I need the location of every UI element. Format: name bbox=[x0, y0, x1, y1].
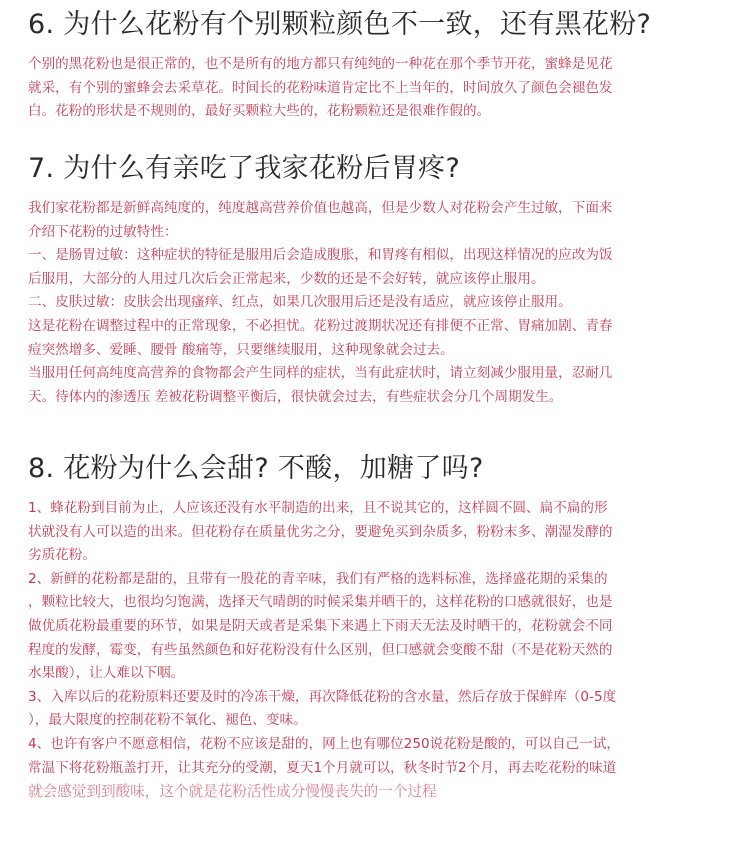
answer-line: ），最大限度的控制花粉不氧化、褪色、变味。 bbox=[28, 712, 307, 729]
answer-line: 二、皮肤过敏：皮肤会出现瘙痒、红点，如果几次服用后还是没有适应，就应该停止服用。 bbox=[28, 294, 572, 311]
answer-line: ，颗粒比较大，也很均匀饱满，选择天气晴朗的时候采集并晒干的，这样花粉的口感就很好，也是 bbox=[28, 594, 613, 611]
question-7-title: 7. 为什么有亲吃了我家花粉后胃疼? bbox=[28, 153, 461, 184]
answer-line: 个别的黑花粉也是很正常的，也不是所有的地方都只有纯纯的一种花在那个季节开花，蜜蜂是见花 bbox=[28, 56, 613, 72]
answer-line: 介绍下花粉的过敏特性： bbox=[28, 223, 178, 240]
answer-line: 天。待体内的渗透压 差被花粉调整平衡后，很快就会过去，有些症状会分几个周期发生。 bbox=[28, 388, 563, 405]
answer-6-text bbox=[28, 53, 728, 124]
answer-line: 一、是肠胃过敏：这种症状的特征是服用后会造成腹胀，和胃疼有相似，出现这样情况的应改为饭 bbox=[28, 247, 613, 264]
faq-section-8 bbox=[28, 452, 728, 804]
answer-8-text bbox=[28, 497, 728, 804]
answer-line: 痘突然增多、爱睡、腰骨 酸痛等，只要继续服用，这种现象就会过去。 bbox=[28, 341, 454, 358]
answer-line: 做优质花粉最重要的环节，如果是阴天或者是采集下来遇上下雨天无法及时晒干的，花粉就会不同 bbox=[28, 617, 613, 634]
answer-7-text bbox=[28, 197, 728, 409]
answer-line: 就采，有个别的蜜蜂会去采草花。时间长的花粉味道肯定比不上当年的，时间放久了颜色会褪色发 bbox=[28, 79, 613, 96]
answer-line: 1、蜂花粉到目前为止，人应该还没有水平制造的出来，且不说其它的，这样圆不圆、扁不扁的形 bbox=[28, 500, 608, 516]
answer-line: 3、入库以后的花粉原料还要及时的冷冻干燥，再次降低花粉的含水量，然后存放于保鲜库（0-5度 bbox=[28, 688, 617, 705]
answer-line: 这是花粉在调整过程中的正常现象，不必担忧。花粉过渡期状况还有排便不正常、胃痛加剧、青春 bbox=[28, 317, 613, 334]
answer-line-highlight: 就会感觉到到酸味，这个就是花粉活性成分慢慢丧失的一个过程 bbox=[28, 783, 437, 801]
answer-line: 劣质花粉。 bbox=[28, 547, 96, 564]
question-8-title: 8. 花粉为什么会甜? 不酸，加糖了吗? bbox=[28, 453, 484, 484]
faq-section-7 bbox=[28, 152, 728, 409]
faq-section-6 bbox=[28, 8, 728, 124]
answer-line: 后服用，大部分的人用过几次后会正常起来，少数的还是不会好转，就应该停止服用。 bbox=[28, 270, 545, 287]
answer-line: 2、新鲜的花粉都是甜的，且带有一股花的青辛味，我们有严格的选料标准，选择盛花期的采集的 bbox=[28, 570, 608, 587]
answer-line: 水果酸），让人难以下咽。 bbox=[28, 665, 185, 682]
answer-line: 4、也许有客户不愿意相信，花粉不应该是甜的，网上也有哪位250说花粉是酸的，可以自己一试， bbox=[28, 735, 620, 752]
answer-line: 当服用任何高纯度高营养的食物都会产生同样的症状，当有此症状时，请立刻减少服用量，忍耐几 bbox=[28, 365, 613, 382]
answer-line: 常温下将花粉瓶盖打开，让其充分的受潮，夏天1个月就可以，秋冬时节2个月，再去吃花粉的味道 bbox=[28, 759, 617, 776]
answer-line: 白。花粉的形状是不规则的，最好买颗粒大些的，花粉颗粒还是很难作假的。 bbox=[28, 103, 491, 120]
answer-line: 程度的发酵，霉变，有些虽然颜色和好花粉没有什么区别，但口感就会变酸不甜（不是花粉天然的 bbox=[28, 641, 613, 658]
answer-line: 状就没有人可以造的出来。但花粉存在质量优劣之分，要避免买到杂质多，粉粉末多、潮湿发酵的 bbox=[28, 523, 613, 540]
question-6-title: 6. 为什么花粉有个别颗粒颜色不一致，还有黑花粉? bbox=[28, 9, 652, 40]
answer-line: 我们家花粉都是新鲜高纯度的，纯度越高营养价值也越高，但是少数人对花粉会产生过敏，下面来 bbox=[28, 200, 613, 216]
